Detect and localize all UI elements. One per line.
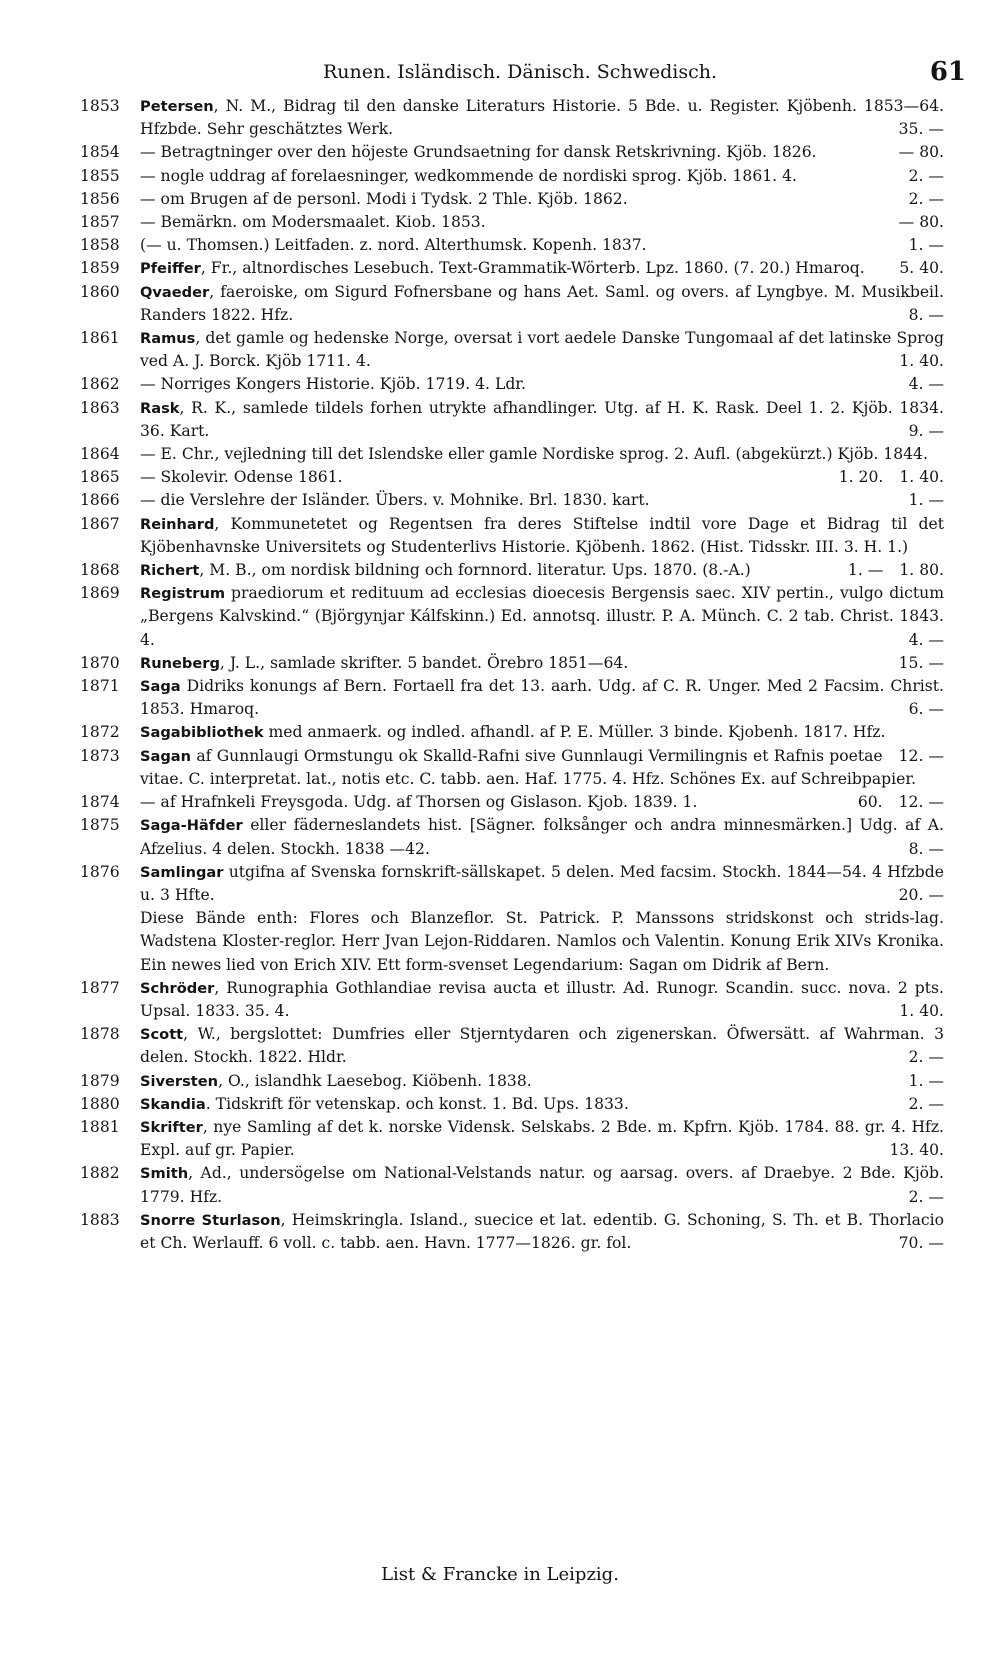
- entry-number: 1866: [80, 491, 120, 510]
- entry-text: , Fr., altnordisches Lesebuch. Text-Grammatik-Wörterb. Lpz. 1860. (7. 20.) Hmaroq.: [200, 259, 865, 278]
- entry-price: 4. —: [908, 630, 944, 649]
- entry-text: , W., bergslottet: Dumfries eller Stjerntydaren och zigenerskan. Öfwersätt. af Wahrman. 3 delen. Stockh. 1822. Hldr.: [140, 1025, 944, 1067]
- entry-price: 1. 40.: [899, 468, 944, 487]
- entry-body: [140, 1070, 944, 1093]
- entry-price: 8. —: [908, 839, 944, 858]
- entry-price: 1. —: [908, 491, 944, 510]
- catalog-entry: [0, 675, 1000, 721]
- entry-price: 1. —: [847, 561, 884, 580]
- entry-body: [140, 861, 944, 907]
- entry-text: — nogle uddrag af forelaesninger, wedkommende de nordiski sprog. Kjöb. 1861. 4.: [140, 166, 797, 185]
- entry-heading: Snorre Sturlason: [140, 1211, 281, 1229]
- entry-body: [140, 652, 944, 675]
- entry-number: 1868: [80, 561, 120, 580]
- entry-heading: Reinhard: [140, 515, 215, 533]
- entry-body: [140, 791, 944, 814]
- entry-number: 1871: [80, 677, 120, 696]
- catalog-entry: [0, 1209, 1000, 1255]
- entry-number: 1859: [80, 259, 120, 278]
- entry-number: 1860: [80, 282, 120, 301]
- entry-price: — 80.: [898, 143, 944, 162]
- entry-number: 1873: [80, 746, 120, 765]
- entry-number: 1882: [80, 1164, 120, 1183]
- entry-body: [140, 234, 944, 257]
- entry-number: 1855: [80, 166, 120, 185]
- entry-body: [140, 281, 944, 327]
- entry-heading: Smith: [140, 1165, 189, 1183]
- entry-number: 1875: [80, 816, 120, 835]
- entry-body: [140, 141, 944, 164]
- catalog-entry: [0, 211, 1000, 234]
- entry-text: — Betragtninger over den höjeste Grundsaetning for dansk Retskrivning. Kjöb. 1826.: [140, 143, 817, 162]
- entry-heading: Ramus: [140, 330, 196, 348]
- entry-price: 9. —: [908, 421, 944, 440]
- entry-price: 1. —: [908, 1071, 944, 1090]
- entry-text: — die Verslehre der Isländer. Übers. v. Mohnike. Brl. 1830. kart.: [140, 491, 650, 510]
- entry-text: , Kommunetetet og Regentsen fra deres Stiftelse indtil vore Dage et Bidrag til det Kjöbenhavnske Universitets og Studenterlivs Historie. Kjöbenh. 1862. (Hist. Tidsskr. III. 3. H. 1.): [140, 514, 944, 556]
- entry-price: 5. 40.: [899, 259, 944, 278]
- entry-text: praediorum et redituum ad ecclesias dioecesis Bergensis saec. XIV pertin., vulgo dictum „Bergens Kalvskind.“ (Björgynjar Kálfskinn.) Ed. annotsq. illustr. P. A. Münch. C. 2 tab. Christ. 1843. 4.: [140, 584, 944, 649]
- entry-heading: Saga: [140, 678, 181, 696]
- entry-heading: Saga-Häfder: [140, 817, 243, 835]
- entry-text: , faeroiske, om Sigurd Fofnersbane og hans Aet. Saml. og overs. af Lyngbye. M. Musikbeil. Randers 1822. Hfz.: [140, 282, 944, 324]
- entry-text: — Norriges Kongers Historie. Kjöb. 1719. 4. Ldr.: [140, 375, 526, 394]
- entry-number: 1864: [80, 445, 120, 464]
- entry-heading: Skandia: [140, 1095, 206, 1113]
- entry-number: 1858: [80, 236, 120, 255]
- entry-price: 70. —: [898, 1233, 944, 1252]
- entry-heading: Sagan: [140, 747, 192, 765]
- catalog-list: [0, 95, 1000, 1255]
- entry-price: 1. 40.: [899, 1001, 944, 1020]
- entry-text: utgifna af Svenska fornskrift-sällskapet. 5 delen. Med facsim. Stockh. 1844—54. 4 Hfzbde u. 3 Hfte.: [140, 862, 944, 904]
- catalog-entry: [0, 188, 1000, 211]
- catalog-entry: [0, 1070, 1000, 1093]
- catalog-entry: [0, 281, 1000, 327]
- entry-price: 2. —: [908, 189, 944, 208]
- entry-price: 1. 20.: [838, 468, 884, 487]
- catalog-entry: [0, 907, 1000, 977]
- entry-text: , Ad., undersögelse om National-Velstands natur. og aarsag. overs. af Draebye. 2 Bde. Kjöb. 1779. Hfz.: [140, 1164, 944, 1206]
- entry-body: [140, 1162, 944, 1208]
- entry-price: 12. —: [898, 746, 944, 765]
- entry-price: 13. 40.: [889, 1141, 944, 1160]
- entry-text: , N. M., Bidrag til den danske Literaturs Historie. 5 Bde. u. Register. Kjöbenh. 1853—64. Hfzbde. Sehr geschätztes Werk.: [140, 97, 944, 139]
- entry-body: [140, 95, 944, 141]
- entry-price: 2. —: [908, 166, 944, 185]
- catalog-entry: [0, 1023, 1000, 1069]
- entry-number: 1867: [80, 514, 120, 533]
- entry-price: 2. —: [908, 1094, 944, 1113]
- entry-body: [140, 397, 944, 443]
- entry-body: [140, 582, 944, 652]
- catalog-entry: [0, 977, 1000, 1023]
- entry-text: , nye Samling af det k. norske Vidensk. Selskabs. 2 Bde. m. Kpfrn. Kjöb. 1784. 88. gr. 4. Hfz. Expl. auf gr. Papier.: [140, 1117, 944, 1160]
- entry-price: 60.: [857, 793, 883, 812]
- entry-price: 2. —: [908, 1187, 944, 1206]
- entry-body: [140, 814, 944, 860]
- entry-heading: Richert: [140, 562, 200, 580]
- catalog-entry: [0, 234, 1000, 257]
- catalog-entry: [0, 1162, 1000, 1208]
- catalog-entry: [0, 489, 1000, 512]
- catalog-entry: [0, 373, 1000, 396]
- entry-text: — E. Chr., vejledning till det Islendske eller gamle Nordiske sprog. 2. Aufl. (abgekürzt.) Kjöb. 1844.: [140, 445, 928, 464]
- entry-heading: Skrifter: [140, 1118, 203, 1136]
- entry-body: [140, 489, 944, 512]
- entry-body: [140, 188, 944, 211]
- entry-heading: Petersen: [140, 98, 214, 115]
- catalog-entry: [0, 327, 1000, 373]
- entry-body: [140, 1023, 944, 1069]
- entry-text: — Skolevir. Odense 1861.: [140, 468, 343, 487]
- running-header: Runen. Isländisch. Dänisch. Schwedisch.: [322, 61, 718, 83]
- entry-number: 1853: [80, 97, 120, 115]
- entry-number: 1869: [80, 584, 120, 603]
- catalog-entry: [0, 1116, 1000, 1162]
- entry-body: [140, 373, 944, 396]
- entry-body: [140, 1093, 944, 1116]
- entry-price: 2. —: [908, 1048, 944, 1067]
- entry-text: , det gamle og hedenske Norge, oversat i vort aedele Danske Tungomaal af det latinske Sprog ved A. J. Borck. Kjöb 1711. 4.: [140, 329, 944, 371]
- entry-number: 1879: [80, 1071, 120, 1090]
- entry-heading: Siversten: [140, 1072, 219, 1090]
- entry-body: [140, 1116, 944, 1162]
- entry-heading: Registrum: [140, 585, 226, 603]
- entry-price: 15. —: [898, 653, 944, 672]
- entry-number: 1878: [80, 1025, 120, 1044]
- entry-text: — af Hrafnkeli Freysgoda. Udg. af Thorsen og Gislason. Kjob. 1839. 1.: [140, 793, 698, 812]
- entry-price: 4. —: [908, 375, 944, 394]
- entry-number: 1876: [80, 862, 120, 881]
- entry-heading: Qvaeder: [140, 283, 210, 301]
- entry-text: eller fäderneslandets hist. [Sägner. folksånger och andra minnesmärken.] Udg. af A. Afzelius. 4 delen. Stockh. 1838 —42.: [140, 816, 944, 858]
- entry-heading: Rask: [140, 399, 180, 417]
- catalog-entry: [0, 814, 1000, 860]
- entry-text: — om Brugen af de personl. Modi i Tydsk. 2 Thle. Kjöb. 1862.: [140, 189, 628, 208]
- entry-text: , M. B., om nordisk bildning och fornnord. literatur. Ups. 1870. (8.-A.): [199, 561, 751, 580]
- entry-number: 1856: [80, 189, 120, 208]
- entry-number: 1883: [80, 1210, 120, 1229]
- entry-number: 1877: [80, 978, 120, 997]
- entry-number: 1861: [80, 329, 120, 348]
- entry-text: , R. K., samlede tildels forhen utrykte afhandlinger. Utg. af H. K. Rask. Deel 1. 2. Kjöb. 1834. 36. Kart.: [140, 398, 944, 440]
- entry-body: [140, 327, 944, 373]
- entry-heading: Schröder: [140, 979, 215, 997]
- entry-text: Didriks konungs af Bern. Fortaell fra det 13. aarh. Udg. af C. R. Unger. Med 2 Facsim. Christ. 1853. Hmaroq.: [140, 677, 944, 719]
- entry-price: 12. —: [898, 793, 944, 812]
- entry-number: 1881: [80, 1117, 120, 1136]
- entry-price: 35. —: [898, 120, 944, 139]
- entry-number: 1862: [80, 375, 120, 394]
- entry-price: 6. —: [908, 700, 944, 719]
- entry-text: . Tidskrift för vetenskap. och konst. 1. Bd. Ups. 1833.: [205, 1094, 629, 1113]
- entry-heading: Samlingar: [140, 863, 224, 881]
- entry-body: [140, 211, 944, 234]
- entry-text: , Runographia Gothlandiae revisa aucta et illustr. Ad. Runogr. Scandin. succ. nova. 2 pts. Upsal. 1833. 35. 4.: [140, 978, 944, 1020]
- catalog-entry: [0, 257, 1000, 280]
- entry-body: [140, 466, 944, 489]
- entry-price: 1. —: [908, 236, 944, 255]
- entry-text: , Heimskringla. Island., suecice et lat. edentib. G. Schoning, S. Th. et B. Thorlacio et Ch. Werlauff. 6 voll. c. tabb. aen. Havn. 1777—1826. gr. fol.: [140, 1210, 944, 1252]
- entry-body: [140, 977, 944, 1023]
- entry-price: 8. —: [908, 305, 944, 324]
- entry-text: , J. L., samlade skrifter. 5 bandet. Örebro 1851—64.: [219, 653, 629, 672]
- entry-text: med anmaerk. og indled. afhandl. af P. E. Müller. 3 binde. Kjobenh. 1817. Hfz.: [263, 723, 886, 742]
- entry-heading: Sagabibliothek: [140, 724, 264, 742]
- entry-text: Diese Bände enth: Flores och Blanzeflor. St. Patrick. P. Manssons stridskonst och strids-lag. Wadstena Kloster-reglor. Herr Jvan Lejon-Riddaren. Namlos och Valentin. Konung Erik XIVs Kronika. Ein newes lied von Erich XIV. Ett form-svenset Legendarium: Sagan om Didrik af Bern.: [140, 909, 944, 974]
- entry-body: [140, 559, 944, 582]
- catalog-entry: [0, 1093, 1000, 1116]
- entry-price: — 80.: [898, 213, 944, 232]
- catalog-entry: [0, 466, 1000, 489]
- catalog-entry: [0, 652, 1000, 675]
- entry-text: af Gunnlaugi Ormstungu ok Skalld-Rafni sive Gunnlaugi Vermilingnis et Rafnis poetae vitae. C. interpretat. lat., notis etc. C. tabb. aen. Haf. 1775. 4. Hfz. Schönes Ex. auf Schreibpapier.: [140, 746, 917, 788]
- entry-number: 1857: [80, 213, 120, 232]
- entry-body: [140, 257, 944, 280]
- entry-text: , O., islandhk Laesebog. Kiöbenh. 1838.: [218, 1071, 532, 1090]
- catalog-entry: [0, 861, 1000, 907]
- entry-number: 1865: [80, 468, 120, 487]
- entry-number: 1874: [80, 793, 120, 812]
- entry-price: 1. 40.: [899, 352, 944, 371]
- entry-number: 1872: [80, 723, 120, 742]
- catalog-entry: [0, 95, 1000, 141]
- entry-number: 1880: [80, 1094, 120, 1113]
- catalog-entry: [0, 559, 1000, 582]
- catalog-entry: [0, 397, 1000, 443]
- entry-number: 1854: [80, 143, 120, 162]
- catalog-entry: [0, 165, 1000, 188]
- entry-text: (— u. Thomsen.) Leitfaden. z. nord. Alterthumsk. Kopenh. 1837.: [140, 236, 647, 255]
- entry-body: [140, 1209, 944, 1255]
- catalog-entry: [0, 582, 1000, 652]
- page-number: 61: [929, 57, 966, 87]
- entry-heading: Runeberg: [140, 654, 220, 672]
- publisher-footer: List & Francke in Leipzig.: [381, 1564, 619, 1585]
- entry-price: 20. —: [898, 885, 944, 904]
- entry-body: [140, 165, 944, 188]
- entry-body: [140, 675, 944, 721]
- entry-text: — Bemärkn. om Modersmaalet. Kiob. 1853.: [140, 213, 486, 232]
- entry-heading: Pfeiffer: [140, 260, 201, 278]
- entry-number: 1870: [80, 653, 120, 672]
- entry-heading: Scott: [140, 1026, 184, 1044]
- entry-body: [140, 907, 944, 977]
- catalog-entry: [0, 791, 1000, 814]
- catalog-entry: [0, 141, 1000, 164]
- entry-number: 1863: [80, 398, 120, 417]
- entry-price: 1. 80.: [899, 561, 944, 580]
